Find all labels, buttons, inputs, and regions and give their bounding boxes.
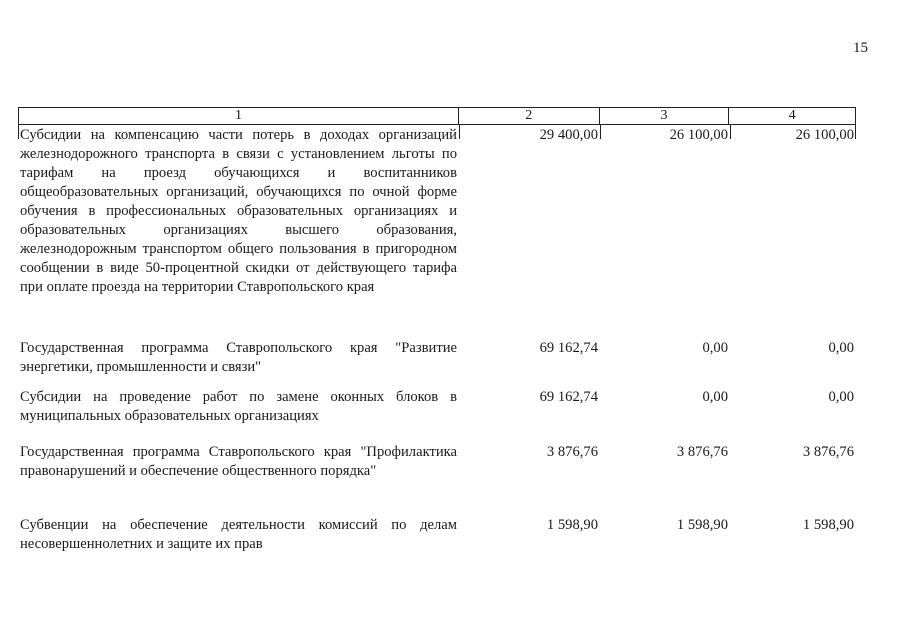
table-row xyxy=(18,388,856,426)
row-value-col2: 29 400,00 xyxy=(539,127,598,143)
table-row xyxy=(18,443,856,481)
table-row xyxy=(18,516,856,554)
row-value-col4: 26 100,00 xyxy=(795,127,854,143)
column-rule xyxy=(459,125,460,139)
row-description: Субвенции на обеспечение деятельности комиссий по делам несовершеннолетних и защите их прав xyxy=(20,517,457,552)
column-header-1: 1 xyxy=(19,108,459,124)
row-value-col3: 0,00 xyxy=(702,340,728,356)
column-rule xyxy=(855,125,856,139)
row-value-col4: 1 598,90 xyxy=(802,517,854,533)
row-value-col4: 3 876,76 xyxy=(802,444,854,460)
row-value-col3: 0,00 xyxy=(702,389,728,405)
row-description: Субсидии на проведение работ по замене оконных блоков в муниципальных образовательных организациях xyxy=(20,389,457,424)
row-description: Государственная программа Ставропольского края "Профилактика правонарушений и обеспечение общественного порядка" xyxy=(20,444,457,479)
column-header-2: 2 xyxy=(459,108,600,124)
table-row xyxy=(18,126,856,297)
column-header-3: 3 xyxy=(600,108,730,124)
row-value-col2: 69 162,74 xyxy=(539,389,598,405)
table-row xyxy=(18,339,856,377)
column-header-4: 4 xyxy=(788,108,796,123)
row-value-col2: 69 162,74 xyxy=(539,340,598,356)
row-value-col2: 3 876,76 xyxy=(546,444,598,460)
row-value-col3: 26 100,00 xyxy=(669,127,728,143)
column-rule xyxy=(600,125,601,139)
table-header-row xyxy=(18,107,856,125)
row-value-col3: 1 598,90 xyxy=(676,517,728,533)
column-rule xyxy=(18,125,19,139)
budget-table xyxy=(18,107,856,552)
row-description: Субсидии на компенсацию части потерь в доходах организаций железнодорожного транспорта в связи с установлением льготы по тарифам на проезд обучающихся и воспитанников общеобразовательных организаций, обучающихся по очной форме обучения в профессиональных образовательных организациях и образовательных организациях высшего образования, железнодорожным транспортом общего пользования в пригородном сообщении в виде 50-процентной скидки от действующего тарифа при оплате проезда на территории Ставропольского края xyxy=(20,127,457,295)
row-description: Государственная программа Ставропольского края "Развитие энергетики, промышленности и связи" xyxy=(20,340,457,375)
column-rule xyxy=(730,125,731,139)
row-value-col4: 0,00 xyxy=(828,340,854,356)
page-number: 15 xyxy=(853,40,868,56)
row-value-col3: 3 876,76 xyxy=(676,444,728,460)
row-value-col2: 1 598,90 xyxy=(546,517,598,533)
row-value-col4: 0,00 xyxy=(828,389,854,405)
